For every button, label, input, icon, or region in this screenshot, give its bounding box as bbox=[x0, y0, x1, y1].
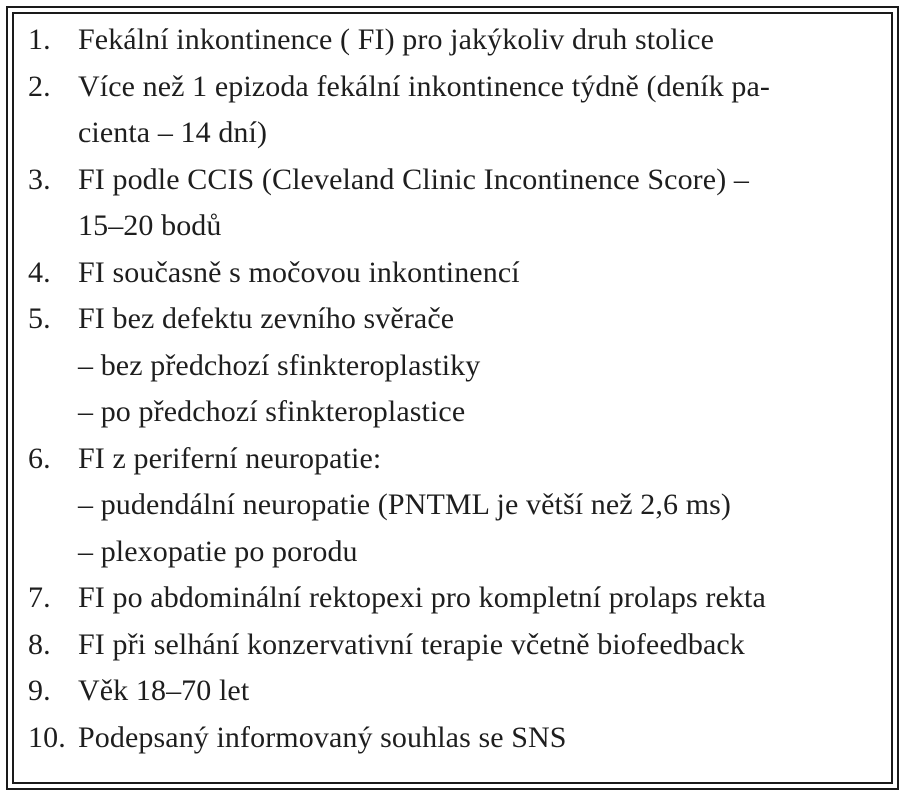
list-item-6-sub-2 bbox=[28, 529, 878, 576]
list-item-5 bbox=[28, 296, 878, 343]
item-text: Věk 18–70 let bbox=[78, 674, 250, 707]
item-text: FI podle CCIS (Cleveland Clinic Incontinence Score) – bbox=[78, 162, 749, 196]
list-item-3 bbox=[28, 157, 878, 204]
item-text: FI po abdominální rektopexi pro kompletní prolaps rekta bbox=[78, 581, 766, 614]
list-item-9 bbox=[28, 668, 878, 715]
item-number: 2. bbox=[28, 69, 51, 103]
sub-item-text: – pudendální neuropatie (PNTML je větší než 2,6 ms) bbox=[78, 488, 731, 521]
item-number: 10. bbox=[28, 720, 66, 754]
item-text: FI při selhání konzervativní terapie včetně biofeedback bbox=[78, 627, 745, 661]
item-number: 6. bbox=[28, 441, 51, 475]
list-item-2 bbox=[28, 64, 878, 111]
item-number: 4. bbox=[28, 255, 51, 289]
item-number: 5. bbox=[28, 302, 51, 335]
item-text: Více než 1 epizoda fekální inkontinence týdně (deník pa- bbox=[78, 69, 770, 103]
item-text: Fekální inkontinence ( FI) pro jakýkoliv druh stolice bbox=[78, 23, 715, 56]
item-number: 9. bbox=[28, 674, 51, 707]
sub-item-text: – plexopatie po porodu bbox=[78, 534, 358, 568]
list-item-4 bbox=[28, 250, 878, 297]
sub-item-text: – bez předchozí sfinkteroplastiky bbox=[78, 348, 481, 382]
list-item-5-sub-2 bbox=[28, 389, 878, 436]
item-text: FI z periferní neuropatie: bbox=[78, 441, 382, 475]
list-item-6 bbox=[28, 436, 878, 483]
item-number: 8. bbox=[28, 627, 51, 661]
item-text: cienta – 14 dní) bbox=[78, 116, 268, 149]
item-text: 15–20 bodů bbox=[78, 209, 222, 242]
item-number: 1. bbox=[28, 23, 51, 56]
list-item-7 bbox=[28, 575, 878, 622]
list-item-10 bbox=[28, 715, 878, 762]
list-item-2-continuation bbox=[28, 110, 878, 157]
item-number: 7. bbox=[28, 581, 51, 614]
sub-item-text: – po předchozí sfinkteroplastice bbox=[78, 395, 466, 428]
item-text: FI současně s močovou inkontinencí bbox=[78, 255, 520, 289]
list-item-8 bbox=[28, 622, 878, 669]
list-item-5-sub-1 bbox=[28, 343, 878, 390]
list-item-1 bbox=[28, 17, 878, 64]
list-item-3-continuation bbox=[28, 203, 878, 250]
item-number: 3. bbox=[28, 162, 51, 196]
item-text: FI bez defektu zevního svěrače bbox=[78, 302, 455, 335]
item-text: Podepsaný informovaný souhlas se SNS bbox=[78, 720, 567, 754]
criteria-list bbox=[28, 17, 878, 761]
list-item-6-sub-1 bbox=[28, 482, 878, 529]
